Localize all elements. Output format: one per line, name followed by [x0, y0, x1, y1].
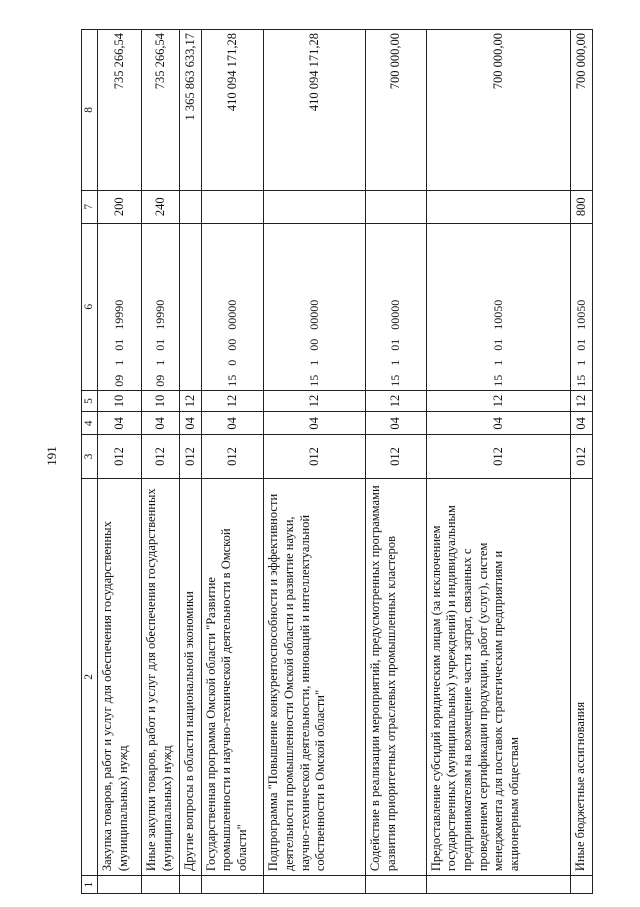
- budget-table: [81, 29, 593, 894]
- section-code-cell: 04: [426, 412, 571, 435]
- amount-cell: 410 094 171,28: [264, 30, 366, 191]
- column-header: 8: [82, 30, 98, 191]
- expense-name-cell: Закупка товаров, работ и услуг для обеспечения государственных (муниципальных) нужд: [98, 478, 142, 876]
- target-article-cell: 15 1 01 10050: [571, 223, 593, 390]
- ministry-code-cell: 012: [571, 435, 593, 478]
- column-header: 5: [82, 390, 98, 412]
- amount-cell: 410 094 171,28: [201, 30, 264, 191]
- section-code-cell: 04: [142, 412, 180, 435]
- table-row: [264, 30, 366, 894]
- ministry-code-cell: 012: [264, 435, 366, 478]
- target-article-cell: 15 1 00 00000: [264, 223, 366, 390]
- target-article-cell: 09 1 01 19990: [98, 223, 142, 390]
- expense-type-cell: [366, 190, 427, 223]
- table-row: [571, 30, 593, 894]
- row-number-cell: [366, 876, 427, 894]
- row-number-cell: [571, 876, 593, 894]
- expense-type-cell: [426, 190, 571, 223]
- subsection-code-cell: 12: [264, 390, 366, 412]
- expense-type-cell: [180, 190, 202, 223]
- ministry-code-cell: 012: [142, 435, 180, 478]
- column-header: 6: [82, 223, 98, 390]
- ministry-code-cell: 012: [426, 435, 571, 478]
- expense-name-cell: Содействие в реализации мероприятий, предусмотренных программами развития приоритетных отраслевых промышленных кластеров: [366, 478, 427, 876]
- section-code-cell: 04: [264, 412, 366, 435]
- subsection-code-cell: 12: [426, 390, 571, 412]
- amount-cell: 700 000,00: [426, 30, 571, 191]
- expense-name-cell: Подпрограмма "Повышение конкурентоспособности и эффективности деятельности промышленности Омской области и развитие науки, научно-технической деятельности, инноваций и интеллектуальной собственности в Омской области": [264, 478, 366, 876]
- column-header: 1: [82, 876, 98, 894]
- expense-type-cell: 240: [142, 190, 180, 223]
- expense-name-cell: Другие вопросы в области национальной экономики: [180, 478, 202, 876]
- row-number-cell: [180, 876, 202, 894]
- table-row: [180, 30, 202, 894]
- target-article-cell: [180, 223, 202, 390]
- expense-type-cell: 800: [571, 190, 593, 223]
- column-header: 2: [82, 478, 98, 876]
- column-header: 3: [82, 435, 98, 478]
- section-code-cell: 04: [201, 412, 264, 435]
- subsection-code-cell: 10: [98, 390, 142, 412]
- table-row: [366, 30, 427, 894]
- amount-cell: 735 266,54: [142, 30, 180, 191]
- amount-cell: 735 266,54: [98, 30, 142, 191]
- table-row: [201, 30, 264, 894]
- target-article-cell: 15 1 01 10050: [426, 223, 571, 390]
- subsection-code-cell: 12: [571, 390, 593, 412]
- expense-type-cell: [201, 190, 264, 223]
- amount-cell: 1 365 863 633,17: [180, 30, 202, 191]
- section-code-cell: 04: [571, 412, 593, 435]
- ministry-code-cell: 012: [366, 435, 427, 478]
- row-number-cell: [142, 876, 180, 894]
- table-row: [142, 30, 180, 894]
- column-header: 4: [82, 412, 98, 435]
- section-code-cell: 04: [180, 412, 202, 435]
- table-row: [98, 30, 142, 894]
- expense-name-cell: Предоставление субсидий юридическим лицам (за исключением государственных (муниципальных) учреждений) и индивидуальным предпринимателям на возмещение части затрат, связанных с проведением сертификации продукции, работ (услуг), систем менеджмента для поставок стратегическим предприятиям и акционерным обществам: [426, 478, 571, 876]
- expense-type-cell: 200: [98, 190, 142, 223]
- expense-name-cell: Иные бюджетные ассигнования: [571, 478, 593, 876]
- expense-name-cell: Государственная программа Омской области "Развитие промышленности и научно-технической деятельности в Омской области": [201, 478, 264, 876]
- subsection-code-cell: 12: [180, 390, 202, 412]
- subsection-code-cell: 10: [142, 390, 180, 412]
- section-code-cell: 04: [366, 412, 427, 435]
- target-article-cell: 15 1 01 00000: [366, 223, 427, 390]
- column-header: 7: [82, 190, 98, 223]
- row-number-cell: [426, 876, 571, 894]
- amount-cell: 700 000,00: [366, 30, 427, 191]
- subsection-code-cell: 12: [201, 390, 264, 412]
- ministry-code-cell: 012: [180, 435, 202, 478]
- ministry-code-cell: 012: [201, 435, 264, 478]
- page-number: 191: [44, 446, 59, 466]
- target-article-cell: 15 0 00 00000: [201, 223, 264, 390]
- row-number-cell: [264, 876, 366, 894]
- table-viewport: [81, 29, 593, 894]
- target-article-cell: 09 1 01 19990: [142, 223, 180, 390]
- subsection-code-cell: 12: [366, 390, 427, 412]
- expense-type-cell: [264, 190, 366, 223]
- expense-name-cell: Иные закупки товаров, работ и услуг для обеспечения государственных (муниципальных) нужд: [142, 478, 180, 876]
- ministry-code-cell: 012: [98, 435, 142, 478]
- amount-cell: 700 000,00: [571, 30, 593, 191]
- table-row: [426, 30, 571, 894]
- column-number-row: [82, 30, 98, 894]
- section-code-cell: 04: [98, 412, 142, 435]
- row-number-cell: [98, 876, 142, 894]
- row-number-cell: [201, 876, 264, 894]
